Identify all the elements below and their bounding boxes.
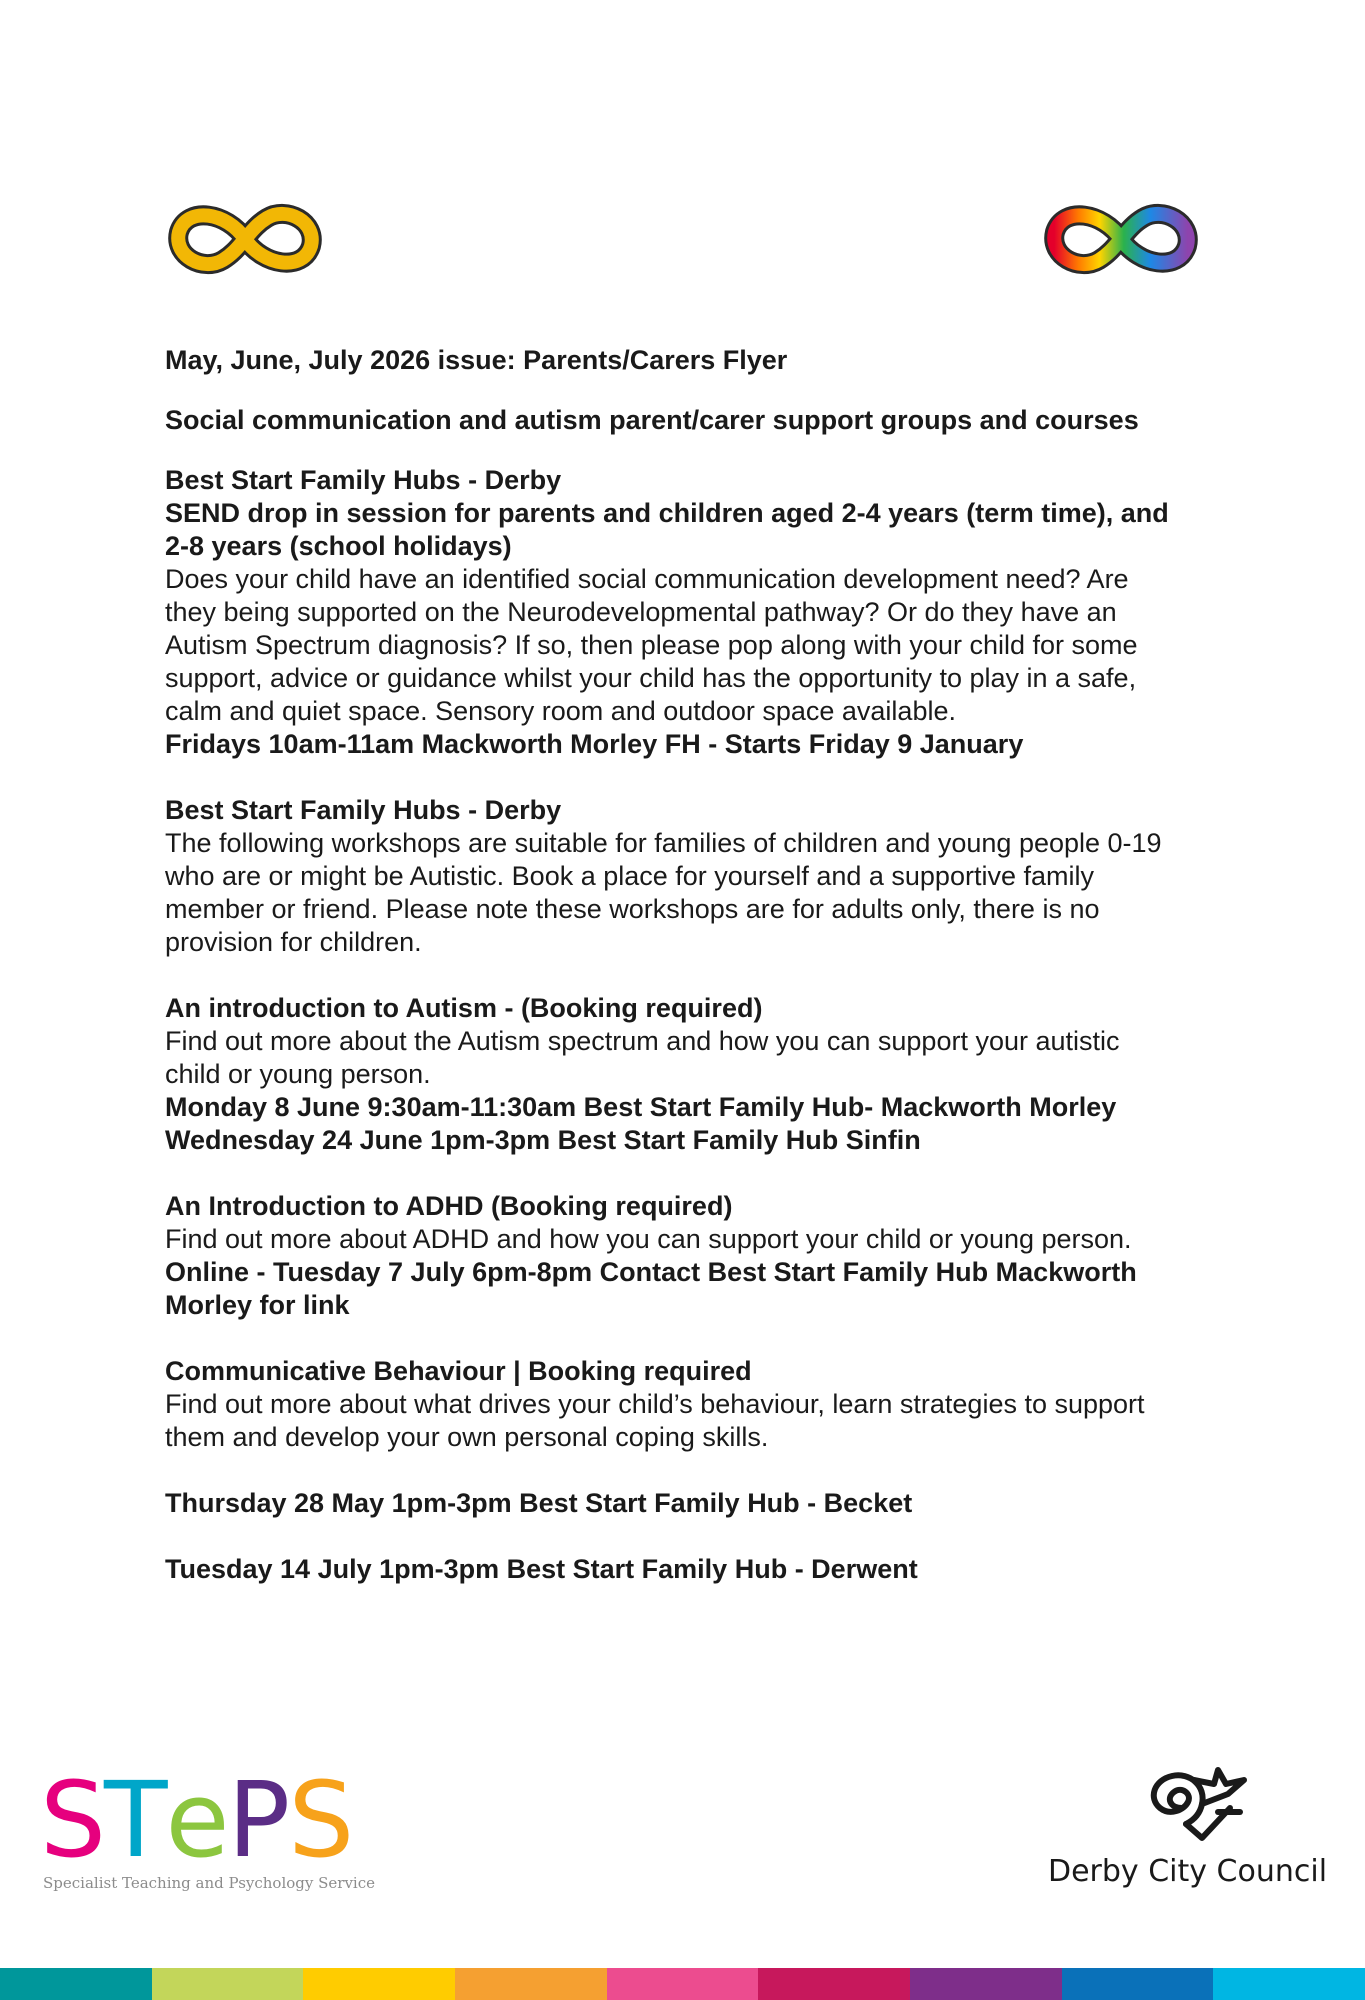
steps-wordmark — [40, 1759, 380, 1881]
section1-body-line: Autism Spectrum diagnosis? If so, then please pop along with your child for some — [165, 630, 1138, 660]
infinity-gold-icon — [165, 196, 325, 282]
section2-org: Best Start Family Hubs - Derby — [165, 795, 562, 825]
section1-body-line: they being supported on the Neurodevelopmental pathway? Or do they have an — [165, 597, 1117, 627]
section2-body-line: The following workshops are suitable for families of children and young people 0-19 — [165, 828, 1162, 858]
section1-session: Fridays 10am-11am Mackworth Morley FH - Starts Friday 9 January — [165, 729, 1024, 759]
section5-title: Communicative Behaviour | Booking required — [165, 1356, 752, 1386]
section3-body-line: child or young person. — [165, 1059, 431, 1089]
stripe-segment — [1213, 1968, 1365, 2000]
section5-body-line: them and develop your own personal coping skills. — [165, 1422, 769, 1452]
section2-body-line: who are or might be Autistic. Book a place for yourself and a supportive family — [165, 861, 1094, 891]
section1-body-line: Does your child have an identified social communication development need? Are — [165, 564, 1129, 594]
steps-subtitle: Specialist Teaching and Psychology Service — [43, 1874, 376, 1892]
section5-session: Thursday 28 May 1pm-3pm Best Start Family Hub - Becket — [165, 1488, 913, 1518]
stripe-segment — [910, 1968, 1062, 2000]
section1-body-line: calm and quiet space. Sensory room and outdoor space available. — [165, 696, 956, 726]
section4-session-line2: Morley for link — [165, 1290, 350, 1320]
stripe-segment — [758, 1968, 910, 2000]
section1-org: Best Start Family Hubs - Derby — [165, 465, 562, 495]
infinity-rainbow-icon — [1042, 196, 1200, 282]
stripe-segment — [607, 1968, 759, 2000]
derby-city-council-logo — [1040, 1750, 1328, 1890]
steps-letter: S — [40, 1759, 105, 1881]
stripe-segment — [455, 1968, 607, 2000]
stripe-segment — [152, 1968, 304, 2000]
stripe-segment — [303, 1968, 455, 2000]
section2-body-line: member or friend. Please note these workshops are for adults only, there is no — [165, 894, 1100, 924]
steps-logo — [40, 1759, 380, 1892]
steps-letter: P — [227, 1759, 289, 1881]
section3-body-line: Find out more about the Autism spectrum and how you can support your autistic — [165, 1026, 1120, 1056]
section5-session: Tuesday 14 July 1pm-3pm Best Start Family Hub - Derwent — [165, 1554, 918, 1584]
stripe-segment — [1062, 1968, 1214, 2000]
section1-body-line: support, advice or guidance whilst your child has the opportunity to play in a safe, — [165, 663, 1137, 693]
section4-session-line1: Online - Tuesday 7 July 6pm-8pm Contact Best Start Family Hub Mackworth — [165, 1257, 1137, 1287]
derby-ram-icon — [1130, 1750, 1250, 1850]
section1-title-line2: 2-8 years (school holidays) — [165, 531, 512, 561]
council-name: Derby City Council — [1048, 1854, 1328, 1889]
steps-letter: S — [288, 1759, 353, 1881]
issue-title: May, June, July 2026 issue: Parents/Carers Flyer — [165, 345, 788, 375]
section2-body-line: provision for children. — [165, 927, 422, 957]
section1-title-line1: SEND drop in session for parents and children aged 2-4 years (term time), and — [165, 498, 1169, 528]
section4-body: Find out more about ADHD and how you can support your child or young person. — [165, 1224, 1132, 1254]
stripe-segment — [0, 1968, 152, 2000]
section5-body-line: Find out more about what drives your child’s behaviour, learn strategies to support — [165, 1389, 1145, 1419]
steps-letter: e — [165, 1759, 228, 1881]
section3-session: Monday 8 June 9:30am-11:30am Best Start Family Hub- Mackworth Morley — [165, 1092, 1117, 1122]
section3-session: Wednesday 24 June 1pm-3pm Best Start Family Hub Sinfin — [165, 1125, 921, 1155]
section3-title: An introduction to Autism - (Booking required) — [165, 993, 763, 1023]
main-heading: Social communication and autism parent/carer support groups and courses — [165, 405, 1139, 435]
footer-color-stripe — [0, 1968, 1365, 2000]
section4-title: An Introduction to ADHD (Booking required) — [165, 1191, 733, 1221]
steps-letter: T — [104, 1759, 166, 1881]
flyer-content — [165, 344, 1215, 1586]
